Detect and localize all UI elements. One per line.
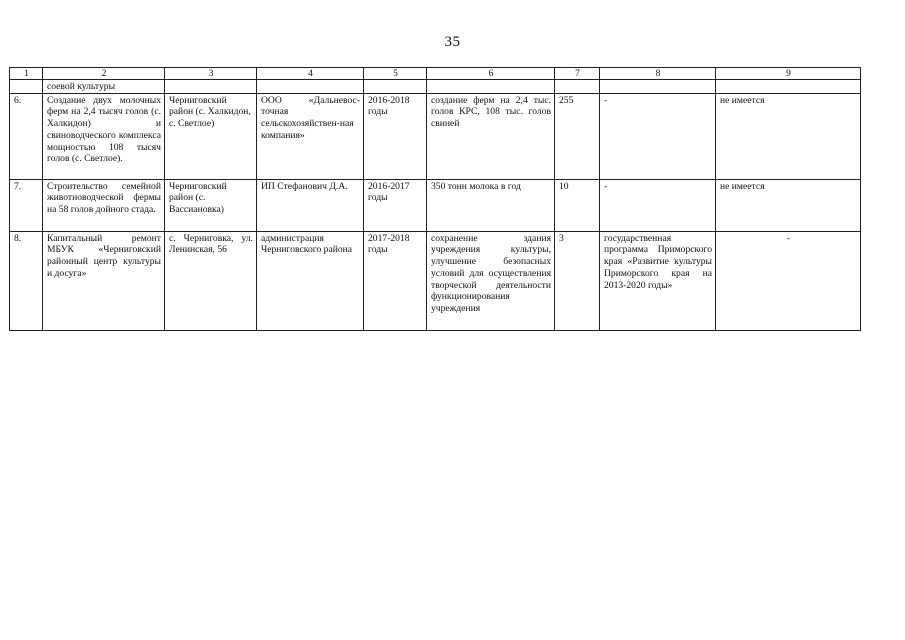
amount-cell: 3 <box>555 231 600 330</box>
empty-cell <box>555 80 600 94</box>
header-cell: 8 <box>600 68 716 80</box>
note-cell: не имеется <box>716 179 861 231</box>
period-cell: 2016-2017 годы <box>364 179 427 231</box>
continuation-text: соевой культуры <box>43 80 165 94</box>
header-cell: 1 <box>10 68 43 80</box>
project-cell: Строительство семейной животноводческой фермы на 58 голов дойного стада. <box>43 179 165 231</box>
empty-cell <box>10 80 43 94</box>
header-cell: 5 <box>364 68 427 80</box>
location-cell: с. Черниговка, ул. Ленинская, 56 <box>165 231 257 330</box>
header-cell: 9 <box>716 68 861 80</box>
project-cell: Капитальный ремонт МБУК «Черниговский районный центр культуры и досуга» <box>43 231 165 330</box>
executor-cell: администрация Черниговского района <box>257 231 364 330</box>
period-cell: 2016-2018 годы <box>364 93 427 179</box>
empty-cell <box>427 80 555 94</box>
header-cell: 2 <box>43 68 165 80</box>
table-row <box>10 231 861 330</box>
row-number: 7. <box>10 179 43 231</box>
period-cell: 2017-2018 годы <box>364 231 427 330</box>
continuation-row <box>10 80 861 94</box>
empty-cell <box>165 80 257 94</box>
empty-cell <box>600 80 716 94</box>
note-cell: не имеется <box>716 93 861 179</box>
table-row <box>10 93 861 179</box>
header-cell: 6 <box>427 68 555 80</box>
empty-cell <box>257 80 364 94</box>
empty-cell <box>716 80 861 94</box>
document-table <box>9 67 861 331</box>
table-row <box>10 179 861 231</box>
header-cell: 3 <box>165 68 257 80</box>
location-cell: Черниговский район (с. Вассиановка) <box>165 179 257 231</box>
result-cell: 350 тонн молока в год <box>427 179 555 231</box>
header-cell: 7 <box>555 68 600 80</box>
empty-cell <box>364 80 427 94</box>
header-row <box>10 68 861 80</box>
amount-cell: 255 <box>555 93 600 179</box>
project-cell: Создание двух молочных ферм на 2,4 тысяч голов (с. Халкидон) и свиноводческого комплекса мощностью 108 тысяч голов (с. Светлое). <box>43 93 165 179</box>
program-cell: - <box>600 179 716 231</box>
executor-cell: ИП Стефанович Д.А. <box>257 179 364 231</box>
result-cell: сохранение здания учреждения культуры, улучшение безопасных условий для осуществления творческой деятельности функционирования учреждения <box>427 231 555 330</box>
note-cell: - <box>716 231 861 330</box>
program-cell: государственная программа Приморского края «Развитие культуры Приморского края на 2013-2020 годы» <box>600 231 716 330</box>
program-cell: - <box>600 93 716 179</box>
result-cell: создание ферм на 2,4 тыс. голов КРС, 108 тыс. голов свиней <box>427 93 555 179</box>
header-cell: 4 <box>257 68 364 80</box>
amount-cell: 10 <box>555 179 600 231</box>
page-number: 35 <box>444 34 461 50</box>
executor-cell: ООО «Дальневос-точная сельскохозяйствен-ная компания» <box>257 93 364 179</box>
location-cell: Черниговский район (с. Халкидон, с. Светлое) <box>165 93 257 179</box>
row-number: 8. <box>10 231 43 330</box>
row-number: 6. <box>10 93 43 179</box>
